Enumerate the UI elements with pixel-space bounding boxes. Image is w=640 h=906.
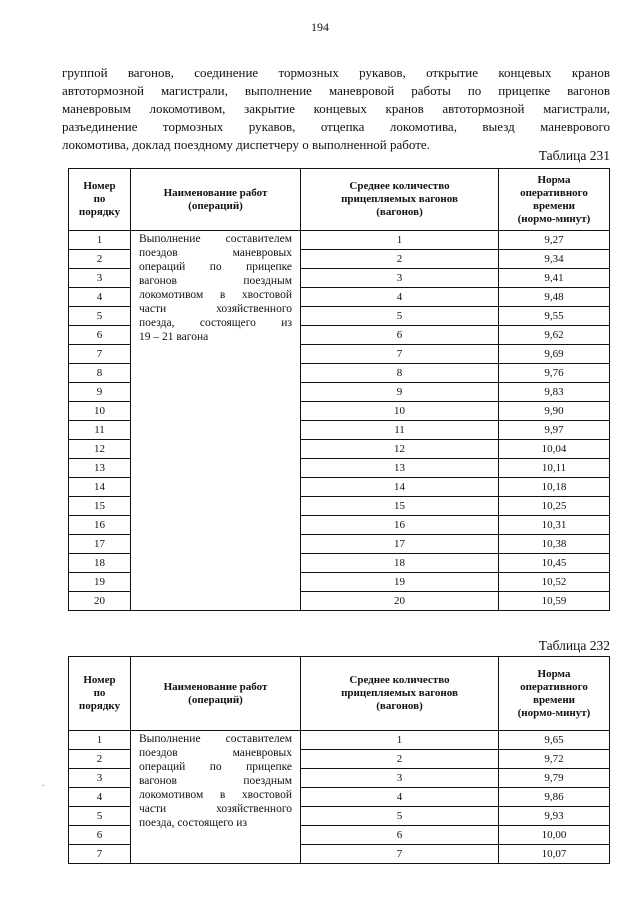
wagon-count-cell: 20 (301, 592, 499, 611)
table-row (69, 231, 610, 250)
time-norm-cell: 9,48 (499, 288, 610, 307)
header-text: прицепляемых вагонов (341, 193, 458, 205)
row-number-cell: 18 (69, 554, 131, 573)
wagon-count-cell: 9 (301, 383, 499, 402)
row-number-cell: 1 (69, 731, 131, 750)
time-norm-cell: 9,34 (499, 250, 610, 269)
header-text: Среднее количество (349, 674, 450, 686)
row-number-cell: 6 (69, 826, 131, 845)
wagon-count-cell: 1 (301, 731, 499, 750)
header-text: времени (533, 199, 575, 212)
header-time-norm (499, 169, 610, 231)
time-norm-cell: 9,69 (499, 345, 610, 364)
time-norm-cell: 10,11 (499, 459, 610, 478)
row-number-cell: 19 (69, 573, 131, 592)
row-number-cell: 4 (69, 288, 131, 307)
header-text: времени (533, 693, 575, 706)
wagon-count-cell: 10 (301, 402, 499, 421)
header-text: (операций) (188, 199, 243, 212)
header-text: по (93, 687, 106, 699)
time-norm-cell: 10,07 (499, 845, 610, 864)
row-number-cell: 15 (69, 497, 131, 516)
row-number-cell: 3 (69, 269, 131, 288)
time-norm-cell: 10,52 (499, 573, 610, 592)
table-231-caption: Таблица 231 (538, 148, 610, 163)
wagon-count-cell: 3 (301, 769, 499, 788)
time-norm-cell: 9,72 (499, 750, 610, 769)
time-norm-cell: 9,55 (499, 307, 610, 326)
operation-name-line: 19 – 21 вагона (139, 331, 209, 343)
row-number-cell: 14 (69, 478, 131, 497)
row-number-cell: 1 (69, 231, 131, 250)
wagon-count-cell: 17 (301, 535, 499, 554)
time-norm-cell: 10,45 (499, 554, 610, 573)
table-231 (68, 168, 610, 611)
intro-line: группой вагонов, соединение тормозных рукавов, открытие концевых кранов (62, 65, 610, 80)
page-number: 194 (311, 20, 329, 34)
wagon-count-cell: 18 (301, 554, 499, 573)
wagon-count-cell: 6 (301, 826, 499, 845)
time-norm-cell: 10,25 (499, 497, 610, 516)
header-text: Норма (537, 667, 571, 680)
wagon-count-cell: 11 (301, 421, 499, 440)
row-number-cell: 5 (69, 307, 131, 326)
operation-name-line: локомотивом в хвостовой (139, 789, 292, 801)
operation-name-line: поезда, состоящего из (139, 317, 292, 329)
wagon-count-cell: 5 (301, 307, 499, 326)
wagon-count-cell: 4 (301, 288, 499, 307)
time-norm-cell: 10,04 (499, 440, 610, 459)
header-number (69, 169, 131, 231)
wagon-count-cell: 15 (301, 497, 499, 516)
time-norm-cell: 10,38 (499, 535, 610, 554)
operation-name-line: локомотивом в хвостовой (139, 289, 292, 301)
operation-name-line: поездов маневровых (139, 747, 292, 759)
header-text: порядку (78, 700, 121, 712)
table-232 (68, 656, 610, 864)
row-number-cell: 3 (69, 769, 131, 788)
time-norm-cell: 9,76 (499, 364, 610, 383)
header-operation-name (131, 169, 301, 231)
time-norm-cell: 10,18 (499, 478, 610, 497)
row-number-cell: 13 (69, 459, 131, 478)
time-norm-cell: 9,90 (499, 402, 610, 421)
header-text: (нормо-минут) (517, 212, 591, 225)
header-text: (вагонов) (376, 700, 423, 712)
row-number-cell: 16 (69, 516, 131, 535)
time-norm-cell: 9,65 (499, 731, 610, 750)
wagon-count-cell: 2 (301, 750, 499, 769)
row-number-cell: 2 (69, 750, 131, 769)
time-norm-cell: 9,79 (499, 769, 610, 788)
operation-name-line: Выполнение составителем (139, 733, 292, 745)
time-norm-cell: 9,62 (499, 326, 610, 345)
wagon-count-cell: 7 (301, 845, 499, 864)
operation-name-line: операций по прицепке (139, 261, 292, 273)
row-number-cell: 10 (69, 402, 131, 421)
time-norm-cell: 9,41 (499, 269, 610, 288)
intro-line: разъединение тормозных рукавов, отцепка локомотива, выезд маневрового (62, 119, 610, 134)
wagon-count-cell: 13 (301, 459, 499, 478)
header-text: по (93, 193, 106, 205)
header-row (69, 169, 610, 231)
wagon-count-cell: 6 (301, 326, 499, 345)
header-text: прицепляемых вагонов (341, 687, 458, 699)
operation-name-line: вагонов поездным (139, 275, 292, 287)
operation-name-line: вагонов поездным (139, 775, 292, 787)
wagon-count-cell: 4 (301, 788, 499, 807)
header-text: (нормо-минут) (517, 706, 591, 719)
wagon-count-cell: 12 (301, 440, 499, 459)
operation-name-line: Выполнение составителем (139, 233, 292, 245)
row-number-cell: 9 (69, 383, 131, 402)
wagon-count-cell: 2 (301, 250, 499, 269)
row-number-cell: 7 (69, 845, 131, 864)
wagon-count-cell: 19 (301, 573, 499, 592)
row-number-cell: 2 (69, 250, 131, 269)
header-operation-name (131, 657, 301, 731)
header-number (69, 657, 131, 731)
wagon-count-cell: 3 (301, 269, 499, 288)
header-text: порядку (78, 206, 121, 218)
header-text: Номер (83, 180, 116, 192)
intro-line: маневровым локомотивом, закрытие концевых кранов автотормозной магистрали, (62, 101, 610, 116)
time-norm-cell: 10,59 (499, 592, 610, 611)
row-number-cell: 11 (69, 421, 131, 440)
header-text: оперативного (520, 680, 588, 693)
header-text: Норма (537, 173, 571, 186)
operation-name-cell (131, 731, 301, 864)
header-time-norm (499, 657, 610, 731)
operation-name-line: части хозяйственного (139, 803, 292, 815)
wagon-count-cell: 5 (301, 807, 499, 826)
header-text: Номер (83, 674, 116, 686)
operation-name-line: поездов маневровых (139, 247, 292, 259)
table-232-caption: Таблица 232 (538, 638, 610, 653)
row-number-cell: 7 (69, 345, 131, 364)
header-avg-wagons (301, 657, 499, 731)
intro-line: локомотива, доклад поездному диспетчеру о выполненной работе. (62, 137, 430, 152)
time-norm-cell: 10,00 (499, 826, 610, 845)
time-norm-cell: 9,27 (499, 231, 610, 250)
wagon-count-cell: 14 (301, 478, 499, 497)
header-text: Наименование работ (163, 680, 268, 693)
row-number-cell: 4 (69, 788, 131, 807)
operation-name-line: поезда, состоящего из (139, 817, 247, 829)
row-number-cell: 17 (69, 535, 131, 554)
time-norm-cell: 10,31 (499, 516, 610, 535)
row-number-cell: 20 (69, 592, 131, 611)
wagon-count-cell: 1 (301, 231, 499, 250)
time-norm-cell: 9,93 (499, 807, 610, 826)
row-number-cell: 5 (69, 807, 131, 826)
wagon-count-cell: 8 (301, 364, 499, 383)
wagon-count-cell: 7 (301, 345, 499, 364)
header-text: Среднее количество (349, 180, 450, 192)
operation-name-line: части хозяйственного (139, 303, 292, 315)
row-number-cell: 8 (69, 364, 131, 383)
operation-name-cell (131, 231, 301, 611)
header-avg-wagons (301, 169, 499, 231)
header-text: (операций) (188, 693, 243, 706)
time-norm-cell: 9,86 (499, 788, 610, 807)
margin-mark: . (42, 778, 45, 788)
intro-paragraph (62, 64, 610, 154)
header-text: оперативного (520, 186, 588, 199)
header-row (69, 657, 610, 731)
time-norm-cell: 9,83 (499, 383, 610, 402)
wagon-count-cell: 16 (301, 516, 499, 535)
header-text: (вагонов) (376, 206, 423, 218)
time-norm-cell: 9,97 (499, 421, 610, 440)
row-number-cell: 12 (69, 440, 131, 459)
table-row (69, 731, 610, 750)
row-number-cell: 6 (69, 326, 131, 345)
header-text: Наименование работ (163, 186, 268, 199)
operation-name-line: операций по прицепке (139, 761, 292, 773)
intro-line: автотормозной магистрали, выполнение маневровой работы по прицепке вагонов (62, 83, 610, 98)
